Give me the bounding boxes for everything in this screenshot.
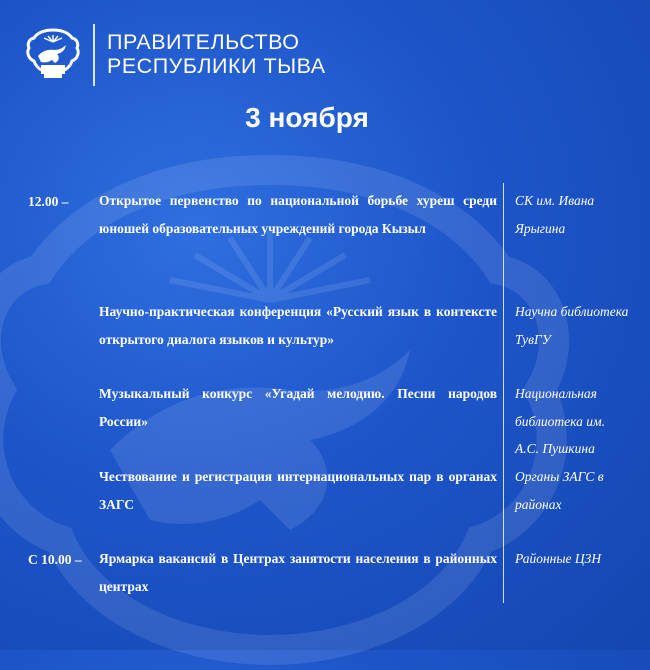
event-venue: [515, 545, 647, 573]
org-name-line2: РЕСПУБЛИКИ ТЫВА: [107, 54, 326, 78]
event-title: Музыкальный конкурс «Угадай мелодию. Песни народов России»: [99, 386, 497, 429]
event-venue: [515, 463, 647, 518]
logo-divider: [93, 24, 95, 86]
event-venue-line: А.С. Пушкина: [515, 441, 595, 456]
column-divider: [503, 183, 504, 603]
event-time: 12.00 –: [28, 194, 69, 209]
event-venue: [515, 298, 647, 353]
page-title: 3 ноября: [245, 102, 369, 133]
event-venue-line: Национальная: [515, 386, 597, 401]
tuva-emblem-icon: [24, 26, 82, 84]
org-name-line1: ПРАВИТЕЛЬСТВО: [107, 30, 300, 54]
event-title: Чествование и регистрация интернациональных пар в органах ЗАГС: [99, 469, 497, 512]
event-venue-line: районах: [515, 496, 562, 512]
event-venue-line: Районные ЦЗН: [515, 551, 602, 566]
event-venue: [515, 187, 647, 242]
event-venue-line: Органы ЗАГС в: [515, 469, 604, 484]
event-venue: [515, 380, 647, 463]
event-venue-line: СК им. Ивана: [515, 193, 595, 208]
event-venue-line: Научна библиотека: [515, 304, 629, 319]
event-title: Ярмарка вакансий в Центрах занятости населения в районных центрах: [99, 551, 497, 594]
event-title: Открытое первенство по национальной борьбе хуреш среди юношей образовательных учреждений города Кызыл: [99, 193, 497, 236]
event-venue-line: ТувГУ: [515, 331, 551, 347]
org-name: [107, 30, 326, 78]
event-time: С 10.00 –: [28, 552, 82, 567]
event-venue-line: библиотека им.: [515, 413, 605, 429]
event-venue-line: Ярыгина: [515, 220, 566, 236]
event-title: Научно-практическая конференция «Русский язык в контексте открытого диалога языков и культур»: [99, 304, 497, 347]
